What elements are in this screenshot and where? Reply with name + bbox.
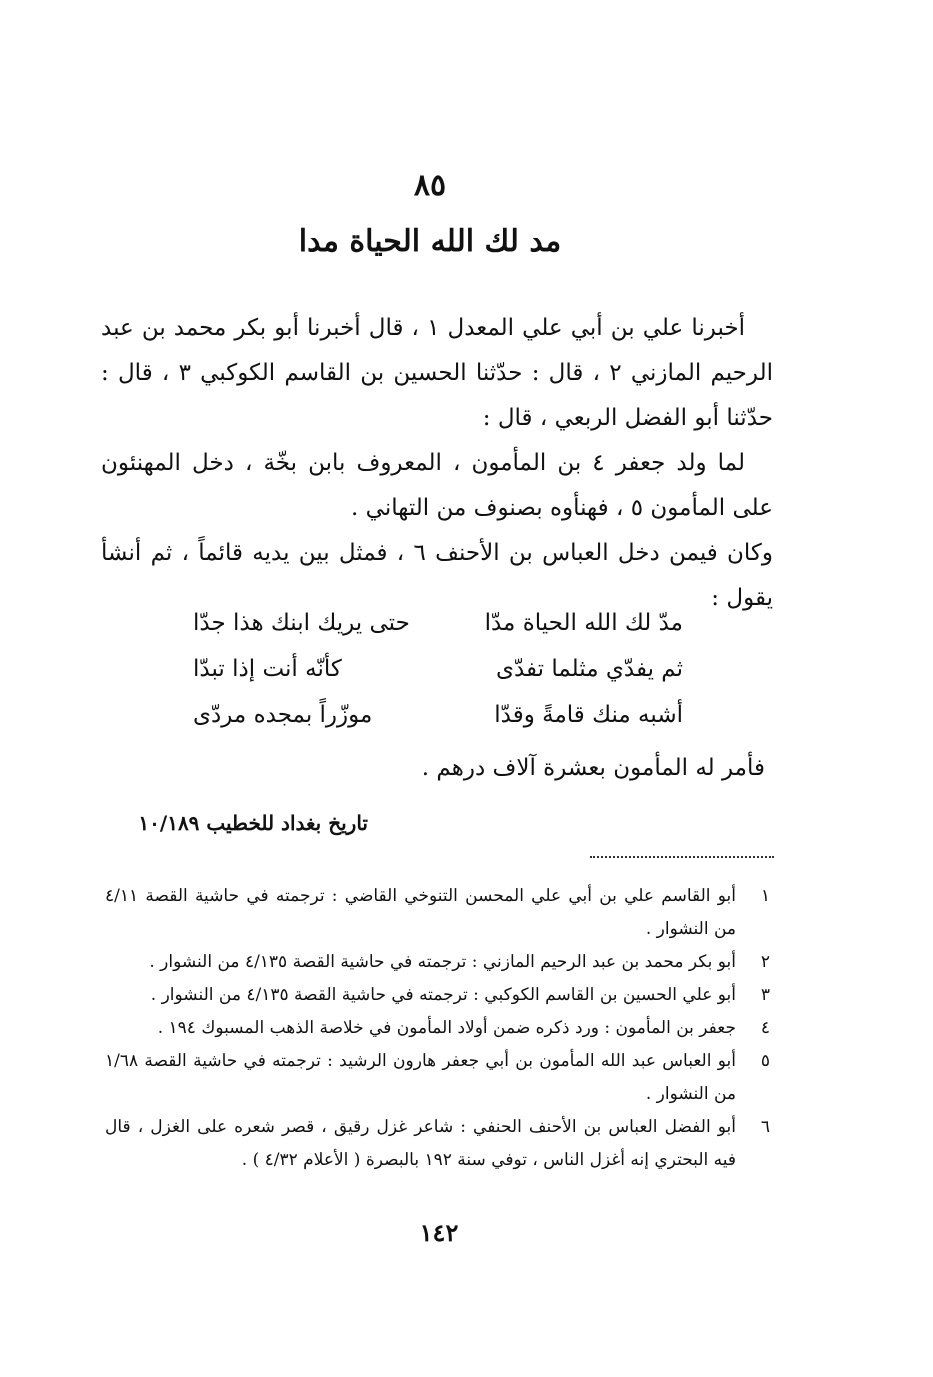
body-paragraph-2: لما ولد جعفر ٤ بن المأمون ، المعروف بابن بخّة ، دخل المهنئون على المأمون ٥ ، فهنأوه بصنوف من التهاني . — [101, 450, 773, 521]
poem-line — [193, 646, 683, 692]
footnote-number: ٣ — [760, 985, 770, 1005]
footnote — [105, 946, 770, 979]
footnote-text: أبو العباس عبد الله المأمون بن أبي جعفر هارون الرشيد : ترجمته في حاشية القصة ١/٦٨ من النشوار . — [105, 1051, 736, 1104]
poem — [193, 600, 683, 738]
footnote-number: ٦ — [760, 1117, 770, 1137]
closing-sentence: فأمر له المأمون بعشرة آلاف درهم . — [421, 755, 765, 781]
poem-first-hemistich: أشبه منك قامةً وقدّا — [494, 702, 683, 728]
footnote — [105, 979, 770, 1012]
source-citation: تاريخ بغداد للخطيب ١٠/١٨٩ — [138, 811, 368, 835]
footnote-text: جعفر بن المأمون : ورد ذكره ضمن أولاد المأمون في خلاصة الذهب المسبوك ١٩٤ . — [157, 1018, 736, 1038]
poem-second-hemistich: موزّراً بمجده مردّى — [193, 702, 373, 728]
footnote-number: ١ — [760, 886, 770, 906]
footnote-divider — [590, 856, 774, 858]
footnote — [105, 1045, 770, 1111]
page-number: ١٤٢ — [419, 1218, 459, 1247]
footnote-text: أبو علي الحسين بن القاسم الكوكبي : ترجمته في حاشية القصة ٤/١٣٥ من النشوار . — [150, 985, 736, 1005]
footnote-number: ٢ — [760, 952, 770, 972]
poem-first-hemistich: مدّ لك الله الحياة مدّا — [484, 610, 683, 636]
poem-second-hemistich: كأنّه أنت إذا تبدّا — [193, 656, 342, 682]
footnote — [105, 1012, 770, 1045]
footnote-text: أبو بكر محمد بن عبد الرحيم المازني : ترجمته في حاشية القصة ٤/١٣٥ من النشوار . — [149, 952, 736, 972]
body-paragraph-3: وكان فيمن دخل العباس بن الأحنف ٦ ، فمثل بين يديه قائماً ، ثم أنشأ يقول : — [101, 540, 773, 611]
footnote-number: ٤ — [760, 1018, 770, 1038]
story-title: مد لك الله الحياة مدا — [298, 224, 562, 259]
poem-line — [193, 600, 683, 646]
poem-line — [193, 692, 683, 738]
footnote-text: أبو الفضل العباس بن الأحنف الحنفي : شاعر غزل رقيق ، قصر شعره على الغزل ، قال فيه البحتري إنه أغزل الناس ، توفي سنة ١٩٢ بالبصرة ( الأعلام ٤/٣٢ ) . — [105, 1117, 736, 1170]
footnotes — [105, 880, 770, 1177]
body-paragraph-1: أخبرنا علي بن أبي علي المعدل ١ ، قال أخبرنا أبو بكر محمد بن عبد الرحيم المازني ٢ ، قال : حدّثنا الحسين بن القاسم الكوكبي ٣ ، قال : حدّثنا أبو الفضل الربعي ، قال : — [101, 315, 773, 431]
poem-first-hemistich: ثم يفدّي مثلما تفدّى — [495, 656, 683, 682]
story-number: ٨٥ — [413, 168, 447, 203]
footnote-number: ٥ — [760, 1051, 770, 1071]
footnote — [105, 880, 770, 946]
poem-second-hemistich: حتى يريك ابنك هذا جدّا — [193, 610, 410, 636]
story-body — [101, 306, 773, 621]
footnote — [105, 1111, 770, 1177]
footnote-text: أبو القاسم علي بن أبي علي المحسن التنوخي القاضي : ترجمته في حاشية القصة ٤/١١ من النشوار . — [105, 886, 736, 939]
